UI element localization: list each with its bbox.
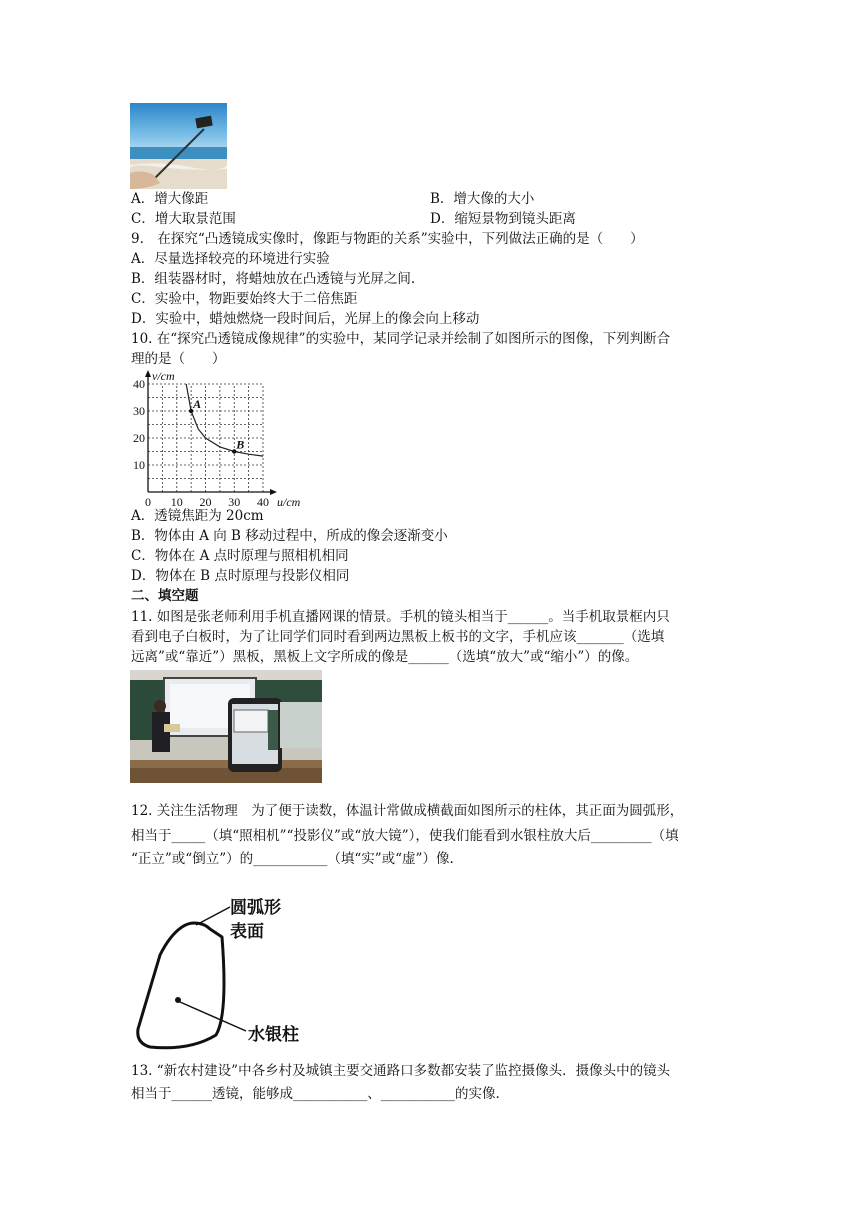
- q11-line2: 看到电子白板时，为了让同学们同时看到两边黑板上板书的文字，手机应该_______（选填: [131, 629, 665, 645]
- q10-option-a: A．透镜焦距为 20cm: [131, 508, 264, 524]
- uv-graph: [128, 370, 308, 506]
- section-title: 二、填空题: [131, 588, 199, 604]
- x-axis-arrow: [270, 489, 277, 495]
- x-tick-label: 10: [170, 495, 183, 506]
- q8-option-d: D．缩短景物到镜头距离: [430, 211, 576, 227]
- y-tick-label: 30: [133, 404, 145, 418]
- q12-line3: “正立”或“倒立”）的___________（填“实”或“虚”）像.: [131, 851, 454, 867]
- q10-option-d: D．物体在 B 点时原理与投影仪相同: [131, 568, 350, 584]
- x-axis-label: u/cm: [277, 495, 301, 506]
- x-tick-label: 0: [145, 495, 151, 506]
- arc-surface-label-line2: 表面: [230, 922, 264, 942]
- y-tick-label: 40: [133, 377, 145, 391]
- q9-option-d: D．实验中，蜡烛燃烧一段时间后，光屏上的像会向上移动: [131, 311, 480, 327]
- q12-line2: 相当于_____（填“照相机”“投影仪”或“放大镜”），使我们能看到水银柱放大后_________（填: [131, 828, 679, 844]
- arc-surface-pointer: [196, 907, 230, 925]
- x-tick-label: 40: [257, 495, 269, 506]
- q11-line1: 11. 如图是张老师利用手机直播网课的情景。手机的镜头相当于______。当手机取景框内只: [131, 609, 670, 625]
- y-tick-label: 20: [133, 431, 145, 445]
- uv-curve: [186, 384, 263, 456]
- mercury-pointer: [180, 1002, 246, 1031]
- q10-stem-line2: 理的是（ ）: [131, 351, 226, 367]
- q8-option-c: C．增大取景范围: [131, 211, 236, 227]
- classroom-livestream-photo: [130, 670, 322, 783]
- q11-line3: 远离”或“靠近”）黑板，黑板上文字所成的像是______（选填“放大”或“缩小”）的像。: [131, 649, 639, 665]
- selfie-stick-photo: [130, 103, 227, 189]
- q9-option-a: A．尽量选择较亮的环境进行实验: [131, 251, 330, 267]
- q10-option-c: C．物体在 A 点时原理与照相机相同: [131, 548, 349, 564]
- q8-option-b: B．增大像的大小: [430, 191, 535, 207]
- y-tick-label: 10: [133, 458, 145, 472]
- q10-option-b: B．物体由 A 向 B 移动过程中，所成的像会逐渐变小: [131, 528, 448, 544]
- thermometer-cross-section-figure: [130, 885, 340, 1055]
- y-axis-label: v/cm: [152, 370, 175, 383]
- q13-line1: 13. “新农村建设”中各乡村及城镇主要交通路口多数都安装了监控摄像头．摄像头中的镜头: [131, 1063, 671, 1079]
- point-label-a: A: [193, 397, 202, 411]
- q9-option-c: C．实验中，物距要始终大于二倍焦距: [131, 291, 358, 307]
- q9-option-b: B．组装器材时，将蜡烛放在凸透镜与光屏之间.: [131, 271, 416, 287]
- q12-line1: 12. 关注生活物理 为了便于读数，体温计常做成横截面如图所示的柱体，其正面为圆弧形，: [131, 803, 684, 819]
- x-tick-label: 30: [228, 495, 241, 506]
- q10-stem-line1: 10. 在“探究凸透镜成像规律”的实验中，某同学记录并绘制了如图所示的图像，下列判断合: [131, 331, 671, 347]
- mercury-label: 水银柱: [248, 1025, 299, 1045]
- y-axis-arrow: [145, 370, 151, 377]
- q13-line2: 相当于______透镜，能够成___________、___________的实像.: [131, 1086, 500, 1102]
- x-tick-label: 20: [199, 495, 212, 506]
- q8-option-a: A．增大像距: [131, 191, 209, 207]
- q9-stem: 9. 在探究“凸透镜成实像时，像距与物距的关系”实验中，下列做法正确的是（ ）: [131, 231, 644, 247]
- arc-surface-label-line1: 圆弧形: [230, 898, 281, 918]
- point-label-b: B: [236, 437, 245, 452]
